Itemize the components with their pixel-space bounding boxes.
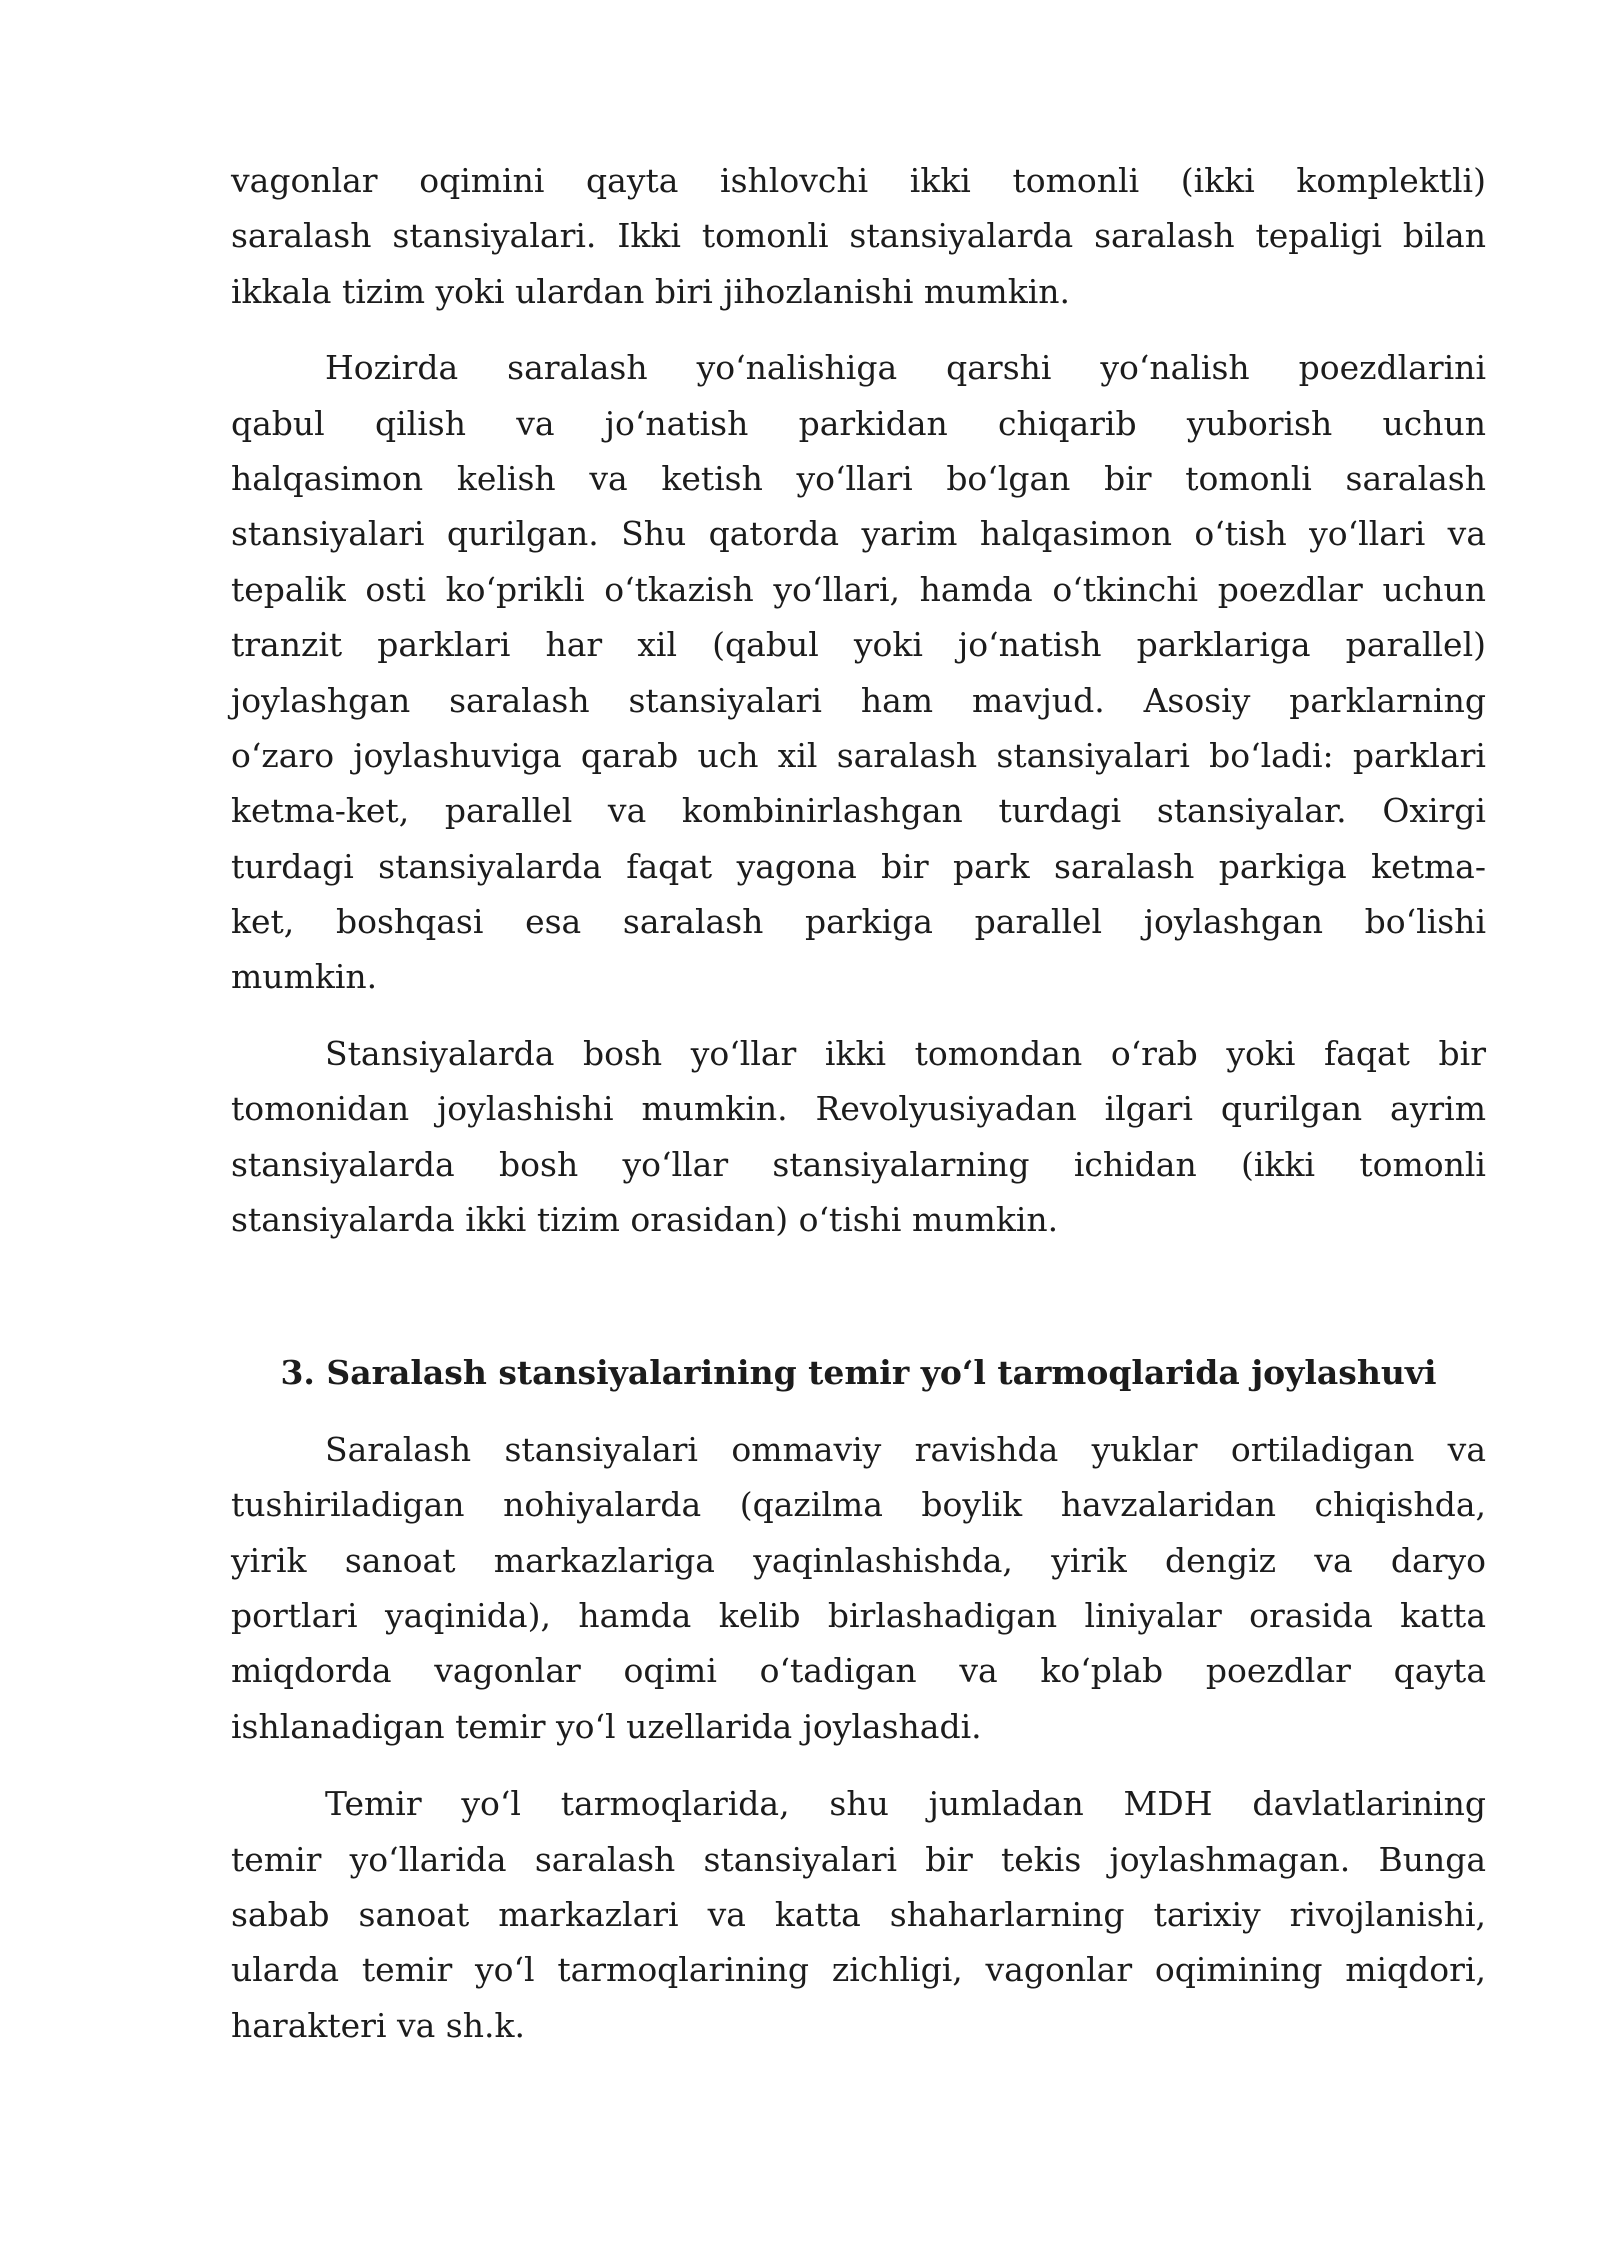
text-line: saralash stansiyalari. Ikki tomonli stansiyalarda saralash tepaligi bilan [231,216,1486,256]
text-line: ularda temir yoʻl tarmoqlarining zichligi, vagonlar oqimining miqdori, [231,1950,1486,1990]
text-line: harakteri va sh.k. [231,2005,525,2045]
paragraph [231,340,1486,1005]
text-line: Hozirda saralash yoʻnalishiga qarshi yoʻnalish poezdlarini [325,348,1486,388]
text-line: ketma-ket, parallel va kombinirlashgan turdagi stansiyalar. Oxirgi [231,791,1486,831]
text-line: turdagi stansiyalarda faqat yagona bir park saralash parkiga ketma- [231,846,1486,886]
text-column [231,153,1486,2053]
text-line: mumkin. [231,957,378,997]
paragraph [231,1026,1486,1248]
text-line: qabul qilish va joʻnatish parkidan chiqarib yuborish uchun [231,403,1486,443]
text-line: ikkala tizim yoki ulardan biri jihozlanishi mumkin. [231,271,1071,311]
text-line: temir yoʻllarida saralash stansiyalari bir tekis joylashmagan. Bunga [231,1839,1486,1879]
text-line: stansiyalarda ikki tizim orasidan) oʻtishi mumkin. [231,1200,1059,1240]
text-line: Stansiyalarda bosh yoʻllar ikki tomondan oʻrab yoki faqat bir [325,1033,1486,1073]
text-line: tranzit parklari har xil (qabul yoki joʻnatish parklariga parallel) [231,625,1486,665]
section-heading: 3. Saralash stansiyalarining temir yoʻl tarmoqlarida joylashuvi [280,1353,1437,1393]
text-line: portlari yaqinida), hamda kelib birlashadigan liniyalar orasida katta [231,1595,1486,1635]
text-line: stansiyalari qurilgan. Shu qatorda yarim halqasimon oʻtish yoʻllari va [231,514,1486,554]
text-line: ishlanadigan temir yoʻl uzellarida joylashadi. [231,1706,982,1746]
text-line: tomonidan joylashishi mumkin. Revolyusiyadan ilgari qurilgan ayrim [231,1089,1486,1129]
text-line: Saralash stansiyalari ommaviy ravishda yuklar ortiladigan va [325,1429,1486,1469]
text-line: miqdorda vagonlar oqimi oʻtadigan va koʻplab poezdlar qayta [231,1651,1486,1691]
text-line: vagonlar oqimini qayta ishlovchi ikki tomonli (ikki komplektli) [231,161,1486,200]
text-line: tepalik osti koʻprikli oʻtkazish yoʻllari, hamda oʻtkinchi poezdlar uchun [231,569,1486,609]
text-line: oʻzaro joylashuviga qarab uch xil saralash stansiyalari boʻladi: parklari [231,735,1486,775]
text-line: yirik sanoat markazlariga yaqinlashishda, yirik dengiz va daryo [231,1540,1486,1580]
paragraph [231,153,1486,319]
text-line: stansiyalarda bosh yoʻllar stansiyalarning ichidan (ikki tomonli [231,1144,1486,1184]
text-line: halqasimon kelish va ketish yoʻllari boʻlgan bir tomonli saralash [231,458,1486,498]
paragraph [231,1422,1486,1754]
text-line: sabab sanoat markazlari va katta shaharlarning tarixiy rivojlanishi, [231,1894,1486,1934]
text-line: tushiriladigan nohiyalarda (qazilma boylik havzalaridan chiqishda, [231,1485,1486,1525]
paragraph [231,1776,1486,2053]
text-line: joylashgan saralash stansiyalari ham mavjud. Asosiy parklarning [231,680,1486,720]
text-line: ket, boshqasi esa saralash parkiga parallel joylashgan boʻlishi [231,902,1486,942]
text-line: Temir yoʻl tarmoqlarida, shu jumladan MDH davlatlarining [325,1784,1486,1824]
